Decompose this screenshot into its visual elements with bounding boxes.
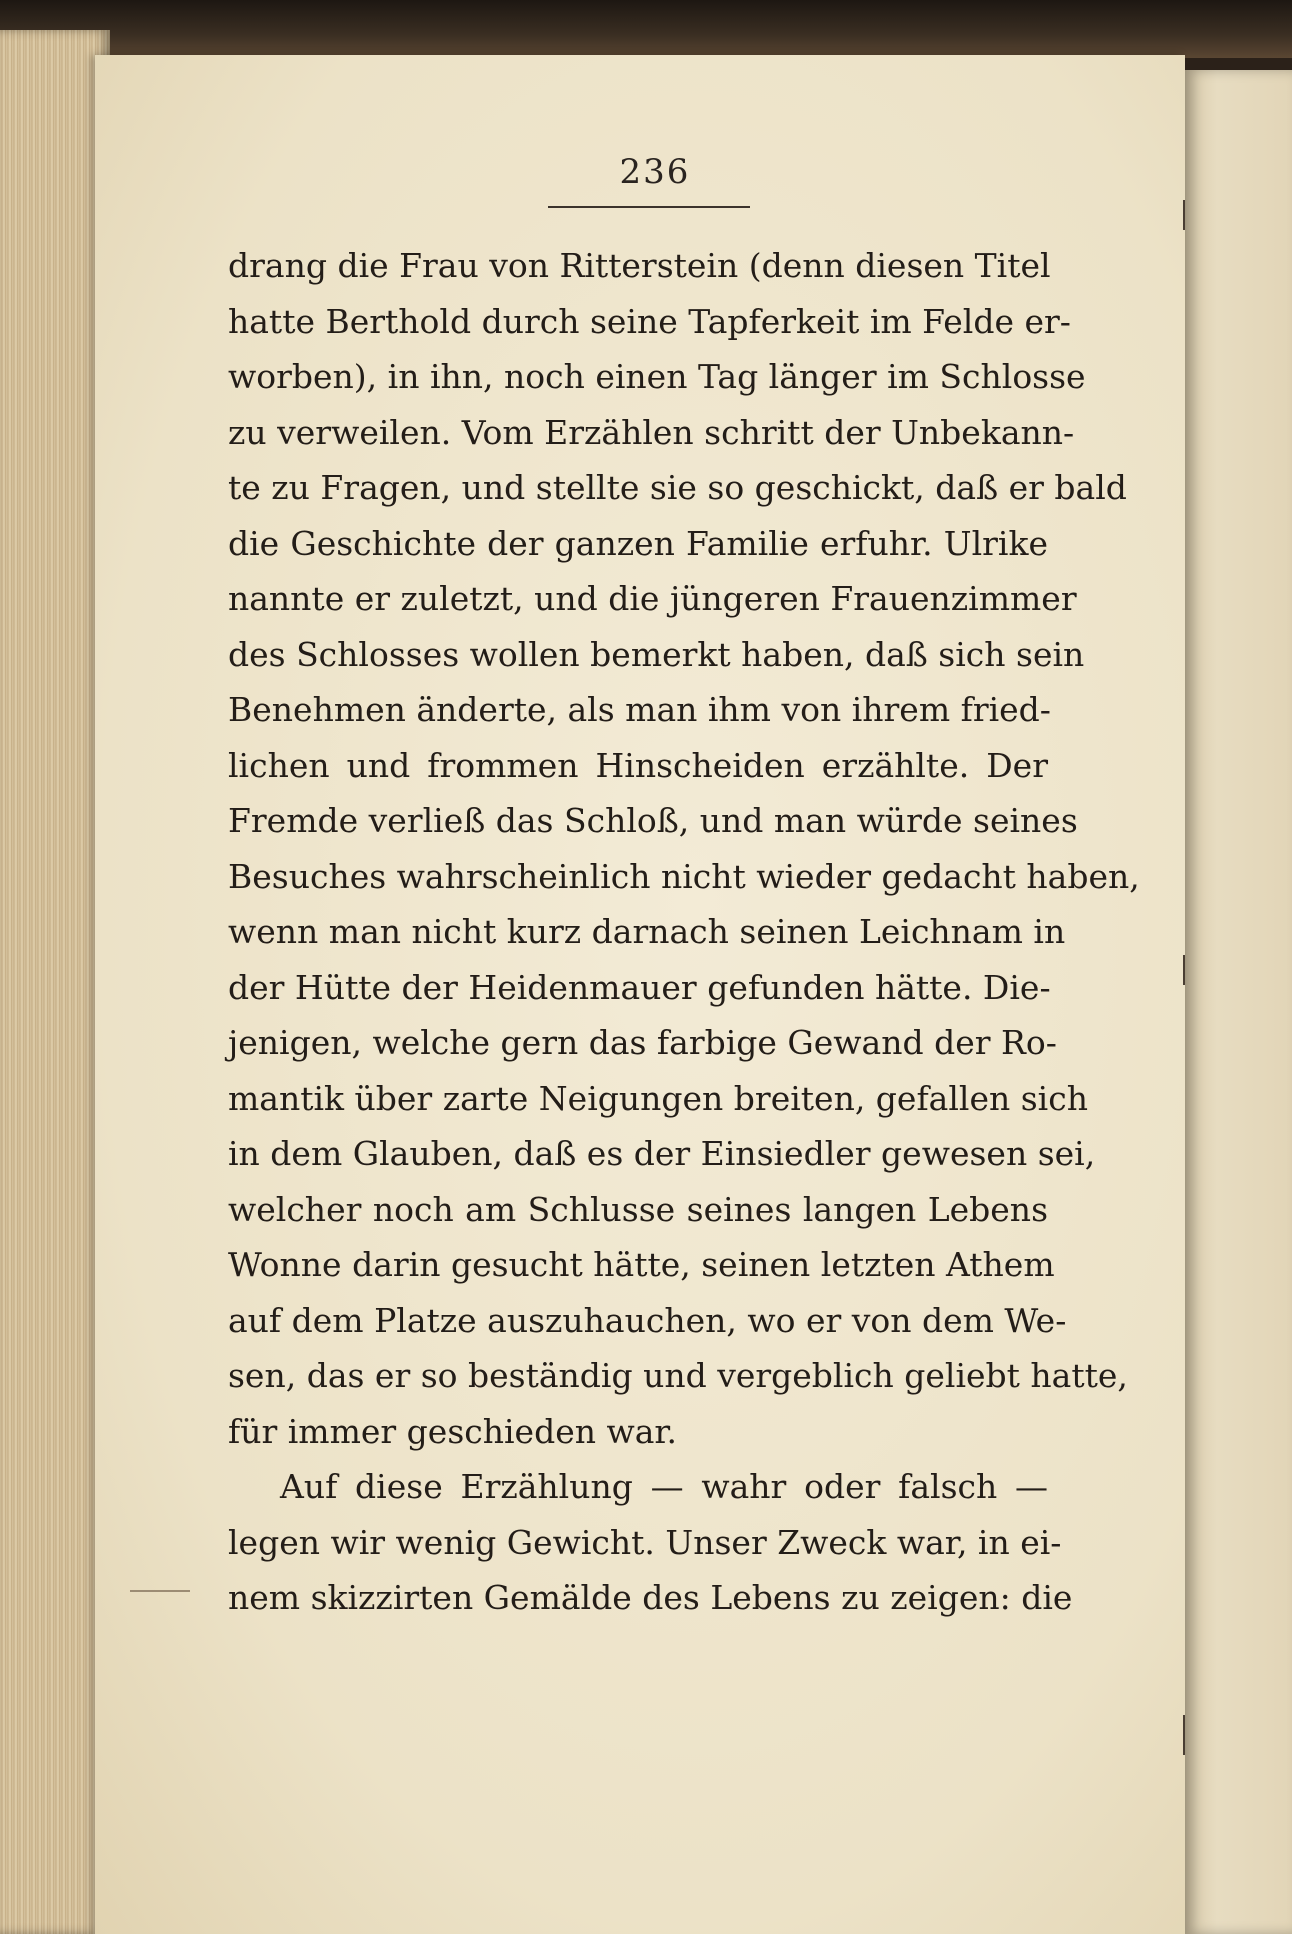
page-edges [0,30,110,1934]
text-line: nem skizzirten Gemälde des Lebens zu zeigen: die [228,1578,1073,1617]
text-line: Benehmen änderte, als man ihm von ihrem fried- [228,690,1051,729]
text-line: in dem Glauben, daß es der Einsiedler gewesen sei, [228,1134,1096,1173]
text-line: lichen und frommen Hinscheiden erzählte. Der [228,745,1048,785]
text-line: des Schlosses wollen bemerkt haben, daß sich sein [228,634,1085,674]
text-line: Wonne darin gesucht hätte, seinen letzten Athem [228,1245,1055,1284]
text-line: te zu Fragen, und stellte sie so geschickt, daß er bald [228,468,1127,507]
text-line: Auf diese Erzählung — wahr oder falsch — [280,1467,1048,1506]
text-line: wenn man nicht kurz darnach seinen Leichnam in [228,912,1066,951]
text-line: hatte Berthold durch seine Tapferkeit im Felde er- [228,301,1071,341]
gutter-mark [1183,200,1185,230]
text-line: auf dem Platze auszuhauchen, wo er von dem We- [228,1300,1067,1340]
book-cover-top [0,0,1292,58]
facing-page-edge [1185,70,1292,1934]
text-line: für immer geschieden war. [228,1411,678,1451]
text-line: die Geschichte der ganzen Familie erfuhr. Ulrike [228,523,1048,563]
text-line: worben), in ihn, noch einen Tag länger im Schlosse [228,357,1086,396]
header-rule [548,206,750,208]
text-line: Besuches wahrscheinlich nicht wieder gedacht haben, [228,856,1140,896]
text-line: jenigen, welche gern das farbige Gewand der Ro- [228,1023,1057,1062]
text-line: legen wir wenig Gewicht. Unser Zweck war, in ei- [228,1522,1062,1562]
text-line: zu verweilen. Vom Erzählen schritt der Unbekann- [228,412,1075,452]
text-line: der Hütte der Heidenmauer gefunden hätte. Die- [228,967,1051,1007]
gutter-mark [1183,955,1185,985]
text-line: drang die Frau von Ritterstein (denn diesen Titel [228,246,1051,285]
text-line: welcher noch am Schlusse seines langen Lebens [228,1189,1048,1229]
text-line: sen, das er so beständig und vergeblich geliebt hatte, [228,1356,1128,1395]
text-line: Fremde verließ das Schloß, und man würde seines [228,801,1078,840]
page-body-text [228,238,1140,1626]
gutter-mark [1183,1715,1185,1755]
margin-mark [130,1590,190,1592]
page-number: 236 [619,152,691,192]
text-line: mantik über zarte Neigungen breiten, gefallen sich [228,1078,1088,1118]
text-line: nannte er zuletzt, und die jüngeren Frauenzimmer [228,579,1077,618]
